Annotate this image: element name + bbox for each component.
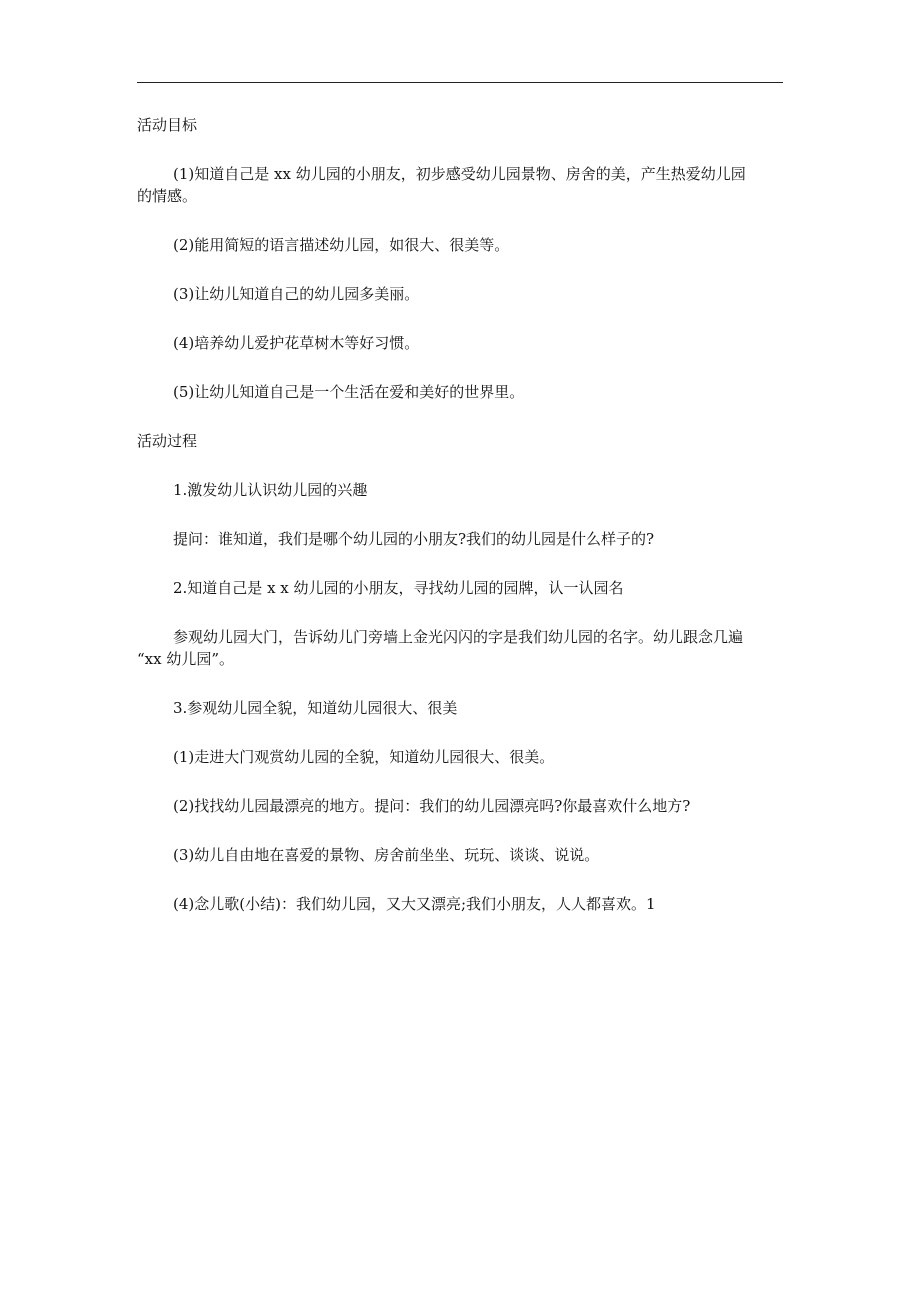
process-step-2-line-1: 参观幼儿园大门，告诉幼儿门旁墙上金光闪闪的字是我们幼儿园的名字。幼儿跟念几遍	[173, 628, 744, 646]
section-heading-process: 活动过程	[137, 432, 198, 450]
goal-1-line-1: (1)知道自己是 xx 幼儿园的小朋友，初步感受幼儿园景物、房舍的美，产生热爱幼儿园	[173, 165, 746, 183]
document-body	[137, 114, 783, 915]
goal-paragraph-3: (3)让幼儿知道自己的幼儿园多美丽。	[173, 285, 420, 303]
process-step-3-item-3: (3)幼儿自由地在喜爱的景物、房舍前坐坐、玩玩、谈谈、说说。	[173, 846, 600, 864]
process-step-1-question: 提问：谁知道，我们是哪个幼儿园的小朋友?我们的幼儿园是什么样子的?	[173, 530, 655, 548]
process-step-3-item-2: (2)找找幼儿园最漂亮的地方。提问：我们的幼儿园漂亮吗?你最喜欢什么地方?	[173, 797, 691, 815]
process-step-2-title: 2.知道自己是 x x 幼儿园的小朋友，寻找幼儿园的园牌，认一认园名	[173, 579, 624, 597]
header-rule	[137, 82, 783, 83]
goal-paragraph-5: (5)让幼儿知道自己是一个生活在爱和美好的世界里。	[173, 383, 525, 401]
process-step-3-item-1: (1)走进大门观赏幼儿园的全貌，知道幼儿园很大、很美。	[173, 748, 555, 766]
process-step-3-title: 3.参观幼儿园全貌，知道幼儿园很大、很美	[173, 699, 458, 717]
process-step-3-item-4: (4)念儿歌(小结)：我们幼儿园，又大又漂亮;我们小朋友，人人都喜欢。1	[173, 895, 656, 913]
section-heading-goals: 活动目标	[137, 116, 198, 134]
goal-paragraph-2: (2)能用简短的语言描述幼儿园，如很大、很美等。	[173, 236, 510, 254]
goal-paragraph-4: (4)培养幼儿爱护花草树木等好习惯。	[173, 334, 420, 352]
goal-1-line-2: 的情感。	[137, 187, 198, 205]
process-step-1-title: 1.激发幼儿认识幼儿园的兴趣	[173, 481, 368, 499]
process-step-2-paragraph	[137, 626, 783, 670]
process-step-2-line-2: “xx 幼儿园”。	[137, 650, 235, 668]
goal-paragraph-1	[137, 163, 783, 207]
